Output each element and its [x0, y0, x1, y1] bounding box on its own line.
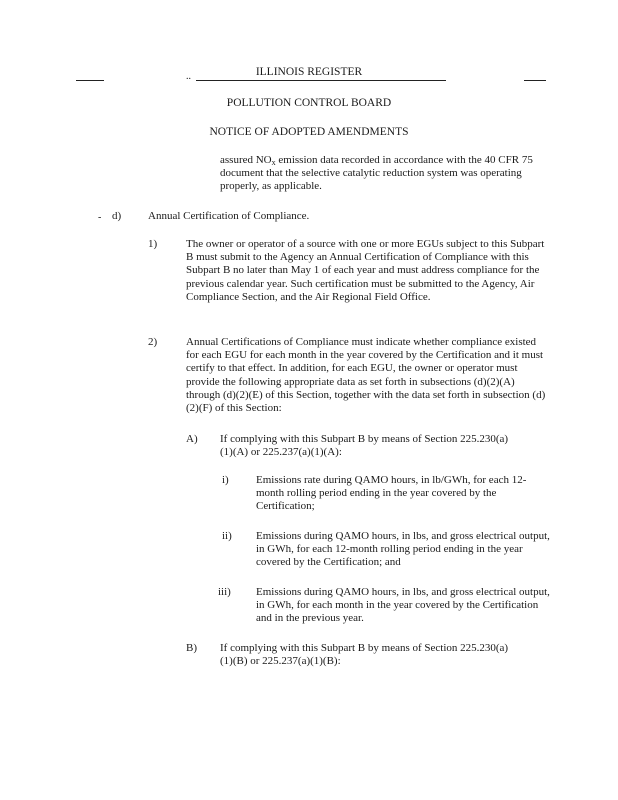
- item-i-label: i): [222, 474, 229, 486]
- item-2-paragraph: Annual Certifications of Compliance must indicate whether compliance existed for each EGU for each month in the year covered by the Certification and it must certify to that effect. In addition, for each EGU, the owner or operator must provide the following appropriate data as set forth in subsections (d)(2)(A) through (d)(2)(E) of this Section, together with the data set forth in subsection (d)(2)(F) of this Section:: [186, 336, 546, 415]
- item-1-text: [186, 238, 550, 304]
- continuation-text-a: assured NO: [220, 154, 272, 166]
- continuation-subscript: x: [271, 158, 276, 167]
- item-1-paragraph: The owner or operator of a source with one or more EGUs subject to this Subpart B must submit to the Agency an Annual Certification of Compliance with this Subpart B no later than May 1 of each year and must address compliance for the previous calendar year. Such certification must be submitted to the Agency, Air Compliance Section, and the Air Regional Field Office.: [186, 238, 545, 303]
- section-d-label: d): [112, 210, 122, 222]
- item-A-paragraph: If complying with this Subpart B by means of Section 225.230(a)(1)(A) or 225.237(a)(1)(A):: [220, 433, 509, 459]
- item-ii-paragraph: Emissions during QAMO hours, in lbs, and gross electrical output, in GWh, for each 12-month rolling period ending in the year covered by the Certification; and: [256, 530, 550, 569]
- item-2-text: [186, 336, 550, 415]
- header-rule-left: [76, 80, 104, 81]
- header-rule-center: [196, 80, 446, 81]
- register-title: ILLINOIS REGISTER: [255, 66, 363, 78]
- item-i-text: [256, 474, 550, 514]
- item-B-label: B): [186, 642, 197, 654]
- item-iii-text: [256, 586, 550, 626]
- item-B-paragraph: If complying with this Subpart B by means of Section 225.230(a)(1)(B) or 225.237(a)(1)(B):: [220, 642, 509, 668]
- item-i-paragraph: Emissions rate during QAMO hours, in lb/GWh, for each 12-month rolling period ending in the year covered by the Certification;: [256, 474, 527, 513]
- header-rule-right: [524, 80, 546, 81]
- item-2-label: 2): [148, 336, 158, 348]
- continuation-paragraph: [220, 154, 550, 194]
- item-1-label: 1): [148, 238, 158, 250]
- item-A-text: [220, 433, 520, 459]
- item-iii-label: iii): [218, 586, 231, 598]
- board-title: POLLUTION CONTROL BOARD: [226, 97, 392, 109]
- item-A-label: A): [186, 433, 198, 445]
- header-mark: ..: [186, 71, 191, 82]
- item-ii-label: ii): [222, 530, 232, 542]
- notice-title: NOTICE OF ADOPTED AMENDMENTS: [209, 126, 409, 138]
- item-iii-paragraph: Emissions during QAMO hours, in lbs, and gross electrical output, in GWh, for each month in the year covered by the Certification and in the previous year.: [256, 586, 550, 625]
- margin-mark: -: [98, 212, 102, 223]
- item-B-text: [220, 642, 520, 668]
- continuation-text-b: emission data recorded in accordance with the 40 CFR 75 document that the selective catalytic reduction system was operating properly, as applicable.: [220, 154, 533, 193]
- section-d-title: Annual Certification of Compliance.: [148, 210, 310, 222]
- item-ii-text: [256, 530, 550, 570]
